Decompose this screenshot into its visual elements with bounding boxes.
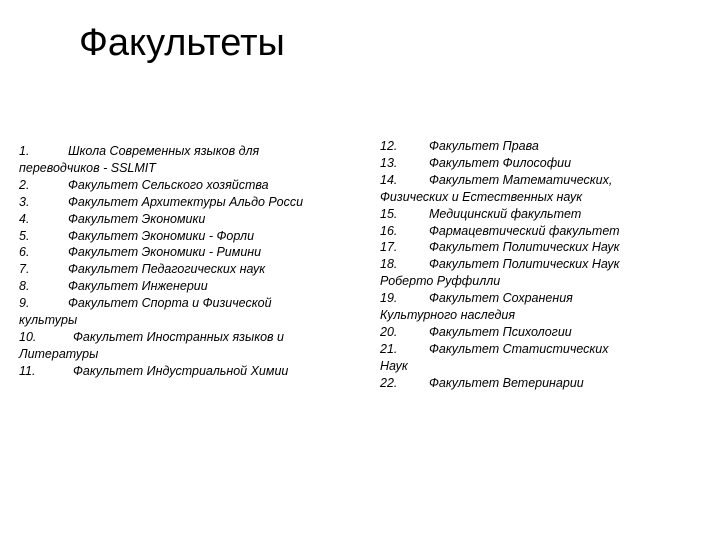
item-text: культуры (19, 313, 78, 328)
item-text: Факультет Экономики (68, 211, 206, 226)
item-text: Факультет Сохранения (429, 291, 573, 306)
faculty-list-item (19, 363, 354, 380)
faculty-list-item (380, 358, 700, 375)
item-number: 2. (19, 177, 30, 192)
item-number: 21. (380, 341, 398, 356)
item-text: Факультет Инженерии (68, 279, 208, 294)
faculty-list-item (380, 375, 700, 392)
item-text: Факультет Политических Наук (429, 257, 620, 272)
faculty-list-item (19, 295, 354, 312)
item-number: 4. (19, 211, 30, 226)
item-number: 19. (380, 291, 398, 306)
item-number: 7. (19, 262, 30, 277)
faculty-list-item (380, 256, 700, 273)
item-text: Факультет Статистических (429, 341, 609, 356)
item-text: переводчиков - SSLMIT (19, 160, 156, 175)
item-text: Факультет Спорта и Физической (68, 296, 272, 311)
item-number: 11. (19, 363, 36, 378)
faculty-list-item (19, 278, 354, 295)
faculty-list-item (380, 239, 700, 256)
item-text: Факультет Права (429, 139, 539, 153)
faculty-list-item (380, 324, 700, 341)
item-number: 9. (19, 296, 30, 311)
item-number: 20. (380, 324, 398, 339)
item-number: 3. (19, 194, 30, 209)
faculty-list-item (380, 273, 700, 290)
faculty-list-right (380, 138, 700, 392)
faculty-list-item (380, 290, 700, 307)
item-number: 13. (380, 155, 398, 170)
item-text: Факультет Экономики - Форли (68, 228, 255, 243)
item-number: 16. (380, 223, 398, 238)
faculty-list-left (19, 143, 354, 380)
item-text: Наук (380, 358, 408, 373)
item-number: 12. (380, 139, 398, 153)
item-text: Факультет Математических, (429, 172, 613, 187)
item-text: Литературы (19, 346, 99, 361)
item-text: Медицинский факультет (429, 206, 582, 221)
faculty-list-item (19, 160, 354, 177)
item-text: Факультет Политических Наук (429, 240, 620, 255)
item-text: Школа Современных языков для (68, 144, 260, 158)
item-number: 14. (380, 172, 398, 187)
item-text: Культурного наследия (380, 308, 516, 323)
faculty-list-item (19, 211, 354, 228)
item-number: 22. (380, 375, 398, 390)
item-text: Физических и Естественных наук (380, 189, 583, 204)
item-text: Факультет Архитектуры Альдо Росси (68, 194, 304, 209)
faculty-list-item (19, 329, 354, 346)
item-text: Факультет Психологии (429, 324, 572, 339)
faculty-list-item (380, 138, 700, 155)
faculty-list-item (19, 312, 354, 329)
item-number: 17. (380, 240, 398, 255)
item-number: 18. (380, 257, 398, 272)
faculty-list-item (380, 307, 700, 324)
faculty-list-item (380, 223, 700, 240)
item-text: Факультет Экономики - Римини (68, 245, 262, 260)
item-number: 15. (380, 206, 398, 221)
faculty-list-item (19, 261, 354, 278)
faculty-list-item (380, 341, 700, 358)
faculty-list-item (380, 189, 700, 206)
faculty-list-item (19, 194, 354, 211)
item-text: Факультет Педагогических наук (68, 262, 266, 277)
faculty-list-item (380, 155, 700, 172)
faculty-list-item (19, 244, 354, 261)
item-text: Факультет Индустриальной Химии (73, 363, 289, 378)
item-number: 8. (19, 279, 30, 294)
faculty-list-item (19, 228, 354, 245)
faculty-list-item (19, 143, 354, 160)
item-text: Факультет Сельского хозяйства (68, 177, 269, 192)
item-number: 6. (19, 245, 30, 260)
item-text: Факультет Иностранных языков и (73, 329, 284, 344)
item-number: 5. (19, 228, 30, 243)
item-number: 10. (19, 329, 37, 344)
faculty-list-item (380, 206, 700, 223)
faculty-list-item (19, 346, 354, 363)
page-title: Факультеты (79, 22, 285, 64)
item-text: Роберто Руффилли (380, 274, 501, 289)
item-text: Факультет Философии (429, 155, 572, 170)
item-number: 1. (19, 144, 30, 158)
item-text: Фармацевтический факультет (429, 223, 620, 238)
item-text: Факультет Ветеринарии (429, 375, 584, 390)
faculty-list-item (380, 172, 700, 189)
faculty-list-item (19, 177, 354, 194)
